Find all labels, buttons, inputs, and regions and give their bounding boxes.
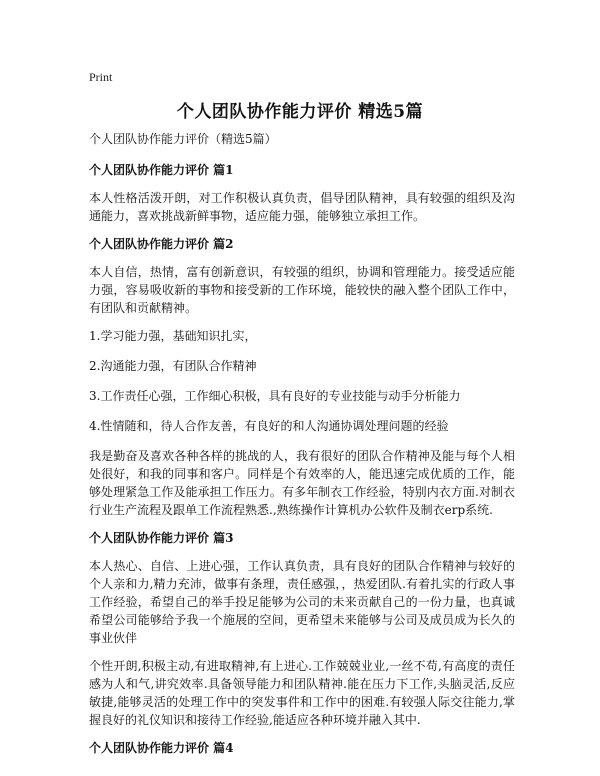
section-heading-1: 个人团队协作能力评价 篇1 bbox=[89, 163, 234, 177]
list-item: 2.沟通能力强，有团队合作精神 bbox=[89, 359, 257, 373]
section-heading-2: 个人团队协作能力评价 篇2 bbox=[89, 237, 234, 251]
page-title: 个人团队协作能力评价 精选5篇 bbox=[176, 102, 424, 122]
section-heading-3: 个人团队协作能力评价 篇3 bbox=[89, 531, 234, 545]
document-subtitle: 个人团队协作能力评价（精选5篇） bbox=[89, 132, 277, 146]
document-body bbox=[89, 130, 515, 767]
section-2-paragraph: 本人自信，热情，富有创新意识，有较强的组织，协调和管理能力。接受适应能力强，容易吸收新的事物和接受新的工作环境，能较快的融入整个团队工作中，有团队和贡献精神。 bbox=[89, 265, 515, 315]
section-1-paragraph: 本人性格活泼开朗，对工作积极认真负责，倡导团队精神，具有较强的组织及沟通能力，喜欢挑战新鲜事物，适应能力强，能够独立承担工作。 bbox=[89, 191, 515, 223]
list-item: 3.工作责任心强，工作细心积极，具有良好的专业技能与动手分析能力 bbox=[89, 389, 461, 403]
list-item: 1.学习能力强，基础知识扎实， bbox=[89, 329, 257, 343]
list-item: 4.性情随和，待人合作友善，有良好的和人沟通协调处理问题的经验 bbox=[89, 419, 449, 433]
section-heading-4: 个人团队协作能力评价 篇4 bbox=[89, 741, 234, 755]
section-2-closing-paragraph: 我是勤奋及喜欢各种各样的挑战的人，我有很好的团队合作精神及能与每个人相处很好，和我的同事和客户。同样是个有效率的人，能迅速完成优质的工作，能够处理紧急工作及能承担工作压力。有多年制衣工作经验，特别内衣方面.对制衣行业生产流程及跟单工作流程熟悉.,熟练操作计算机办公软件及制衣erp系统. bbox=[89, 449, 515, 517]
section-3-paragraph-2: 个性开朗,积极主动,有进取精神,有上进心.工作兢兢业业,一丝不苟,有高度的责任感为人和气,讲究效率.具备领导能力和团队精神.能在压力下工作,头脑灵活,反应敏捷,能够灵活的处理工作中的突发事件和工作中的困难.有较强人际交往能力,掌握良好的礼仪知识和接待工作经验,能适应各种环境并融入其中. bbox=[89, 659, 515, 727]
print-label: Print bbox=[89, 70, 113, 84]
section-3-paragraph-1: 本人热心、自信、上进心强，工作认真负责，具有良好的团队合作精神与较好的个人亲和力,精力充沛，做事有条理，责任感强，，热爱团队.有着扎实的行政人事工作经验，希望自己的举手投足能够为公司的未来贡献自己的一份力量，也真诚希望公司能够给予我一个施展的空间，更希望未来能够与公司及成员成为长久的事业伙伴 bbox=[89, 559, 515, 645]
